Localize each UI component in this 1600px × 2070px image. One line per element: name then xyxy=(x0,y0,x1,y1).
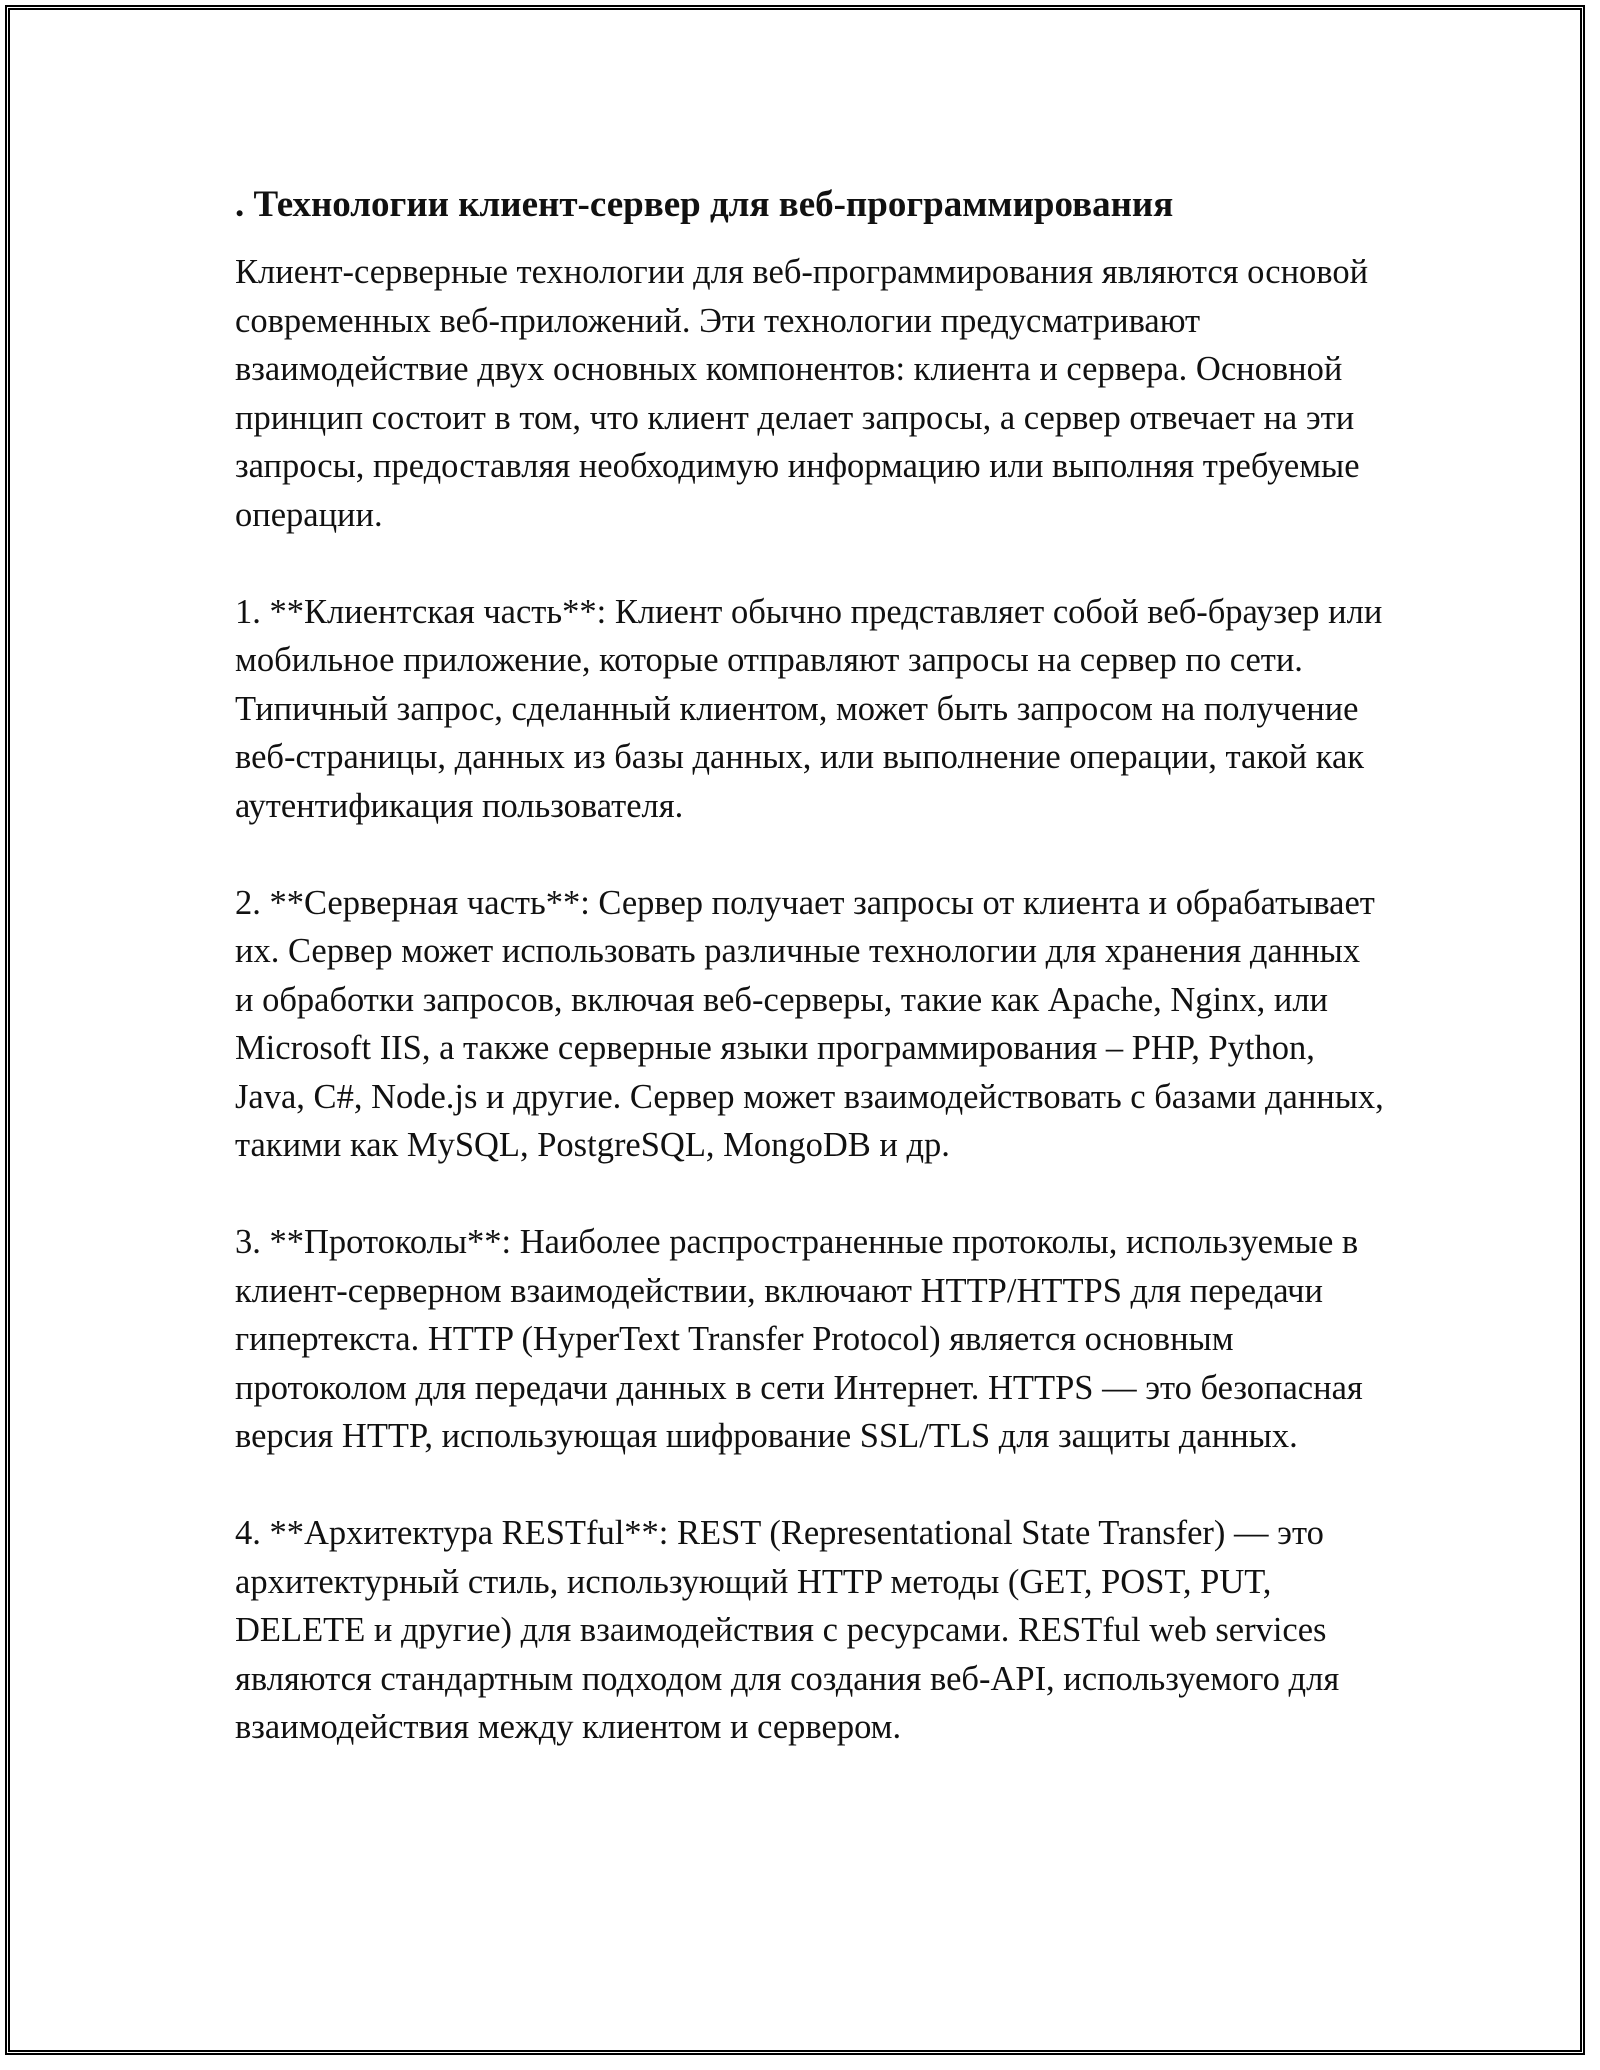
document-title: . Технологии клиент-сервер для веб-программирования xyxy=(235,184,1174,225)
protocols-paragraph: 3. **Протоколы**: Наиболее распространенные протоколы, используемые в клиент-серверном взаимодействии, включают HTTP/HTTPS для передачи гипертекста. HTTP (HyperText Transfer Protocol) является основным протоколом для передачи данных в сети Интернет. HTTPS — это безопасная версия HTTP, использующая шифрование SSL/TLS для защиты данных. xyxy=(235,1223,1363,1455)
server-side-paragraph: 2. **Серверная часть**: Сервер получает запросы от клиента и обрабатывает их. Сервер может использовать различные технологии для хранения данных и обработки запросов, включая веб-серверы, такие как Apache, Nginx, или Microsoft IIS, а также серверные языки программирования – PHP, Python, Java, C#, Node.js и другие. Сервер может взаимодействовать с базами данных, такими как MySQL, PostgreSQL, MongoDB и др. xyxy=(235,883,1384,1164)
client-side-paragraph: 1. **Клиентская часть**: Клиент обычно представляет собой веб-браузер или мобильное приложение, которые отправляют запросы на сервер по сети. Типичный запрос, сделанный клиентом, может быть запросом на получение веб-страницы, данных из базы данных, или выполнение операции, такой как аутентификация пользователя. xyxy=(235,592,1383,825)
restful-architecture-paragraph: 4. **Архитектура RESTful**: REST (Representational State Transfer) — это архитектурный стиль, использующий HTTP методы (GET, POST, PUT, DELETE и другие) для взаимодействия с ресурсами. RESTful web services являются стандартным подходом для создания веб-API, используемого для взаимодействия между клиентом и сервером. xyxy=(235,1514,1340,1746)
document-body xyxy=(235,178,1385,1752)
intro-paragraph: Клиент-серверные технологии для веб-программирования являются основой современных веб-приложений. Эти технологии предусматривают взаимодействие двух основных компонентов: клиента и сервера. Основной принцип состоит в том, что клиент делает запросы, а сервер отвечает на эти запросы, предоставляя необходимую информацию или выполняя требуемые операции. xyxy=(235,253,1369,534)
